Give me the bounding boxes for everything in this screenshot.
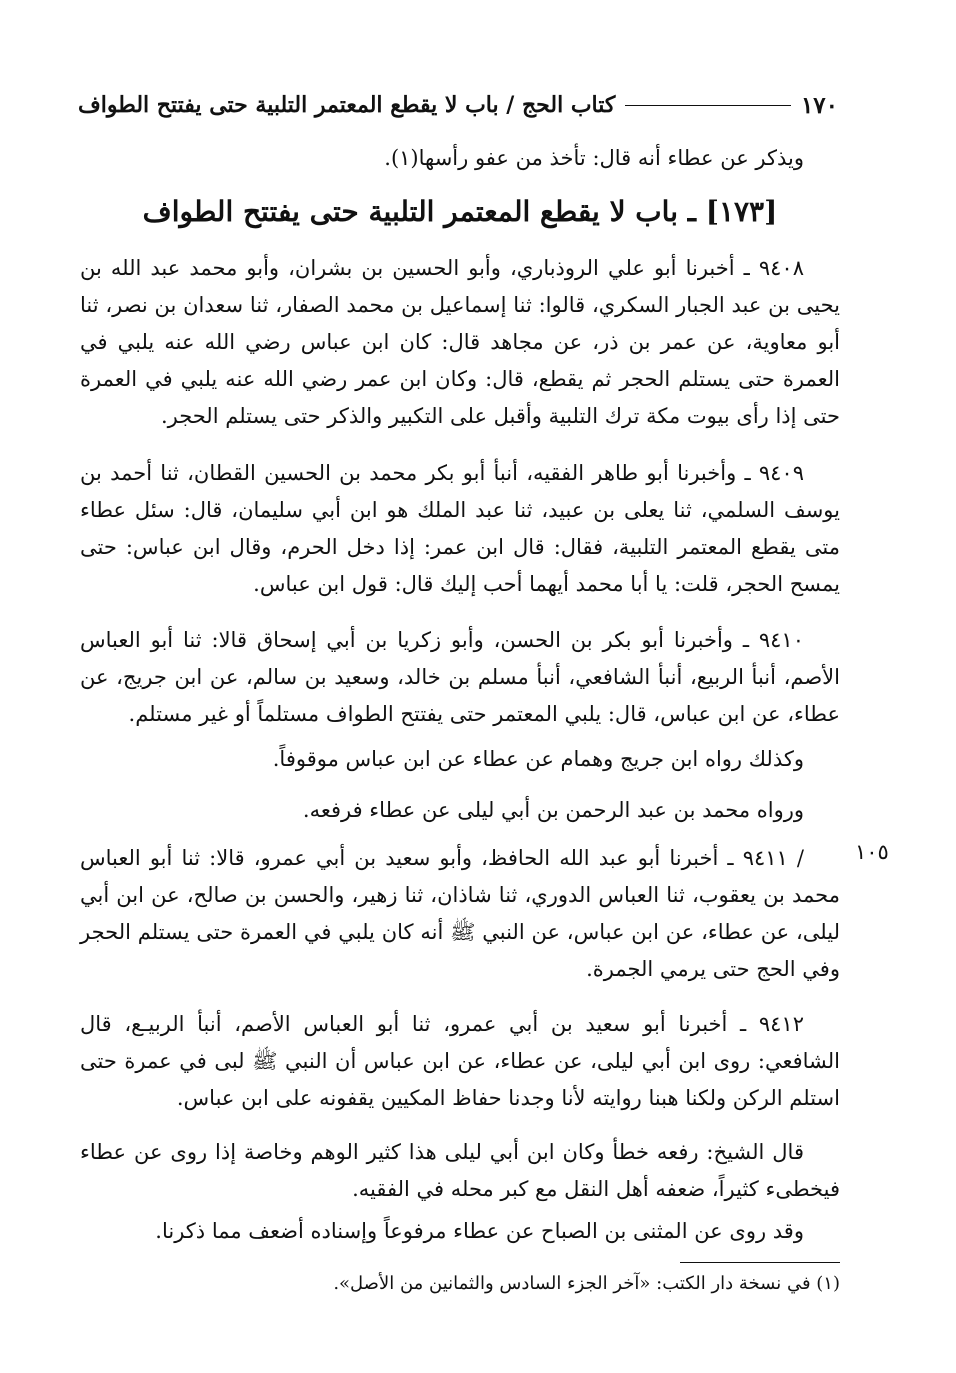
footnote-rule <box>680 1262 840 1263</box>
hadith-9409: ٩٤٠٩ ـ وأخبرنا أبو طاهر الفقيه، أنبأ أبو بكر محمد بن الحسين القطان، ثنا أحمد بن يوسف السلمي، ثنا يعلى بن عبيد، ثنا عبد الملك هو ابن أبي سليمان، قال: سئل عطاء متى يقطع المعتمر التلبية، فقال: قال ابن عمر: إذا دخل الحرم، وقال ابن عباس: حتى يمسح الحجر، قلت: يا أبا محمد أيهما أحب إليك قال: قول ابن عباس. <box>80 461 840 596</box>
margin-folio-number: ١٠٥ <box>855 840 889 864</box>
chapter-heading: [١٧٣] ـ باب لا يقطع المعتمر التلبية حتى يفتتح الطواف <box>142 195 778 228</box>
hadith-9410: ٩٤١٠ ـ وأخبرنا أبو بكر بن الحسن، وأبو زكريا بن أبي إسحاق قالا: ثنا أبو العباس الأصم، أنبأ الربيع، أنبأ الشافعي، أنبأ مسلم بن خالد، وسعيد بن سالم، عن ابن جريج، عن عطاء، عن ابن عباس، قال: يلبي المعتمر حتى يفتتح الطواف مستلماً أو غير مستلم. <box>80 628 840 726</box>
muthanna-note: وقد روى عن المثنى بن الصباح عن عطاء مرفوعاً وإسناده أضعف مما ذكرنا. <box>155 1219 804 1243</box>
note-kadhalik: وكذلك رواه ابن جريج وهمام عن عطاء عن ابن عباس موقوفاً. <box>272 747 804 771</box>
hadith-9411: / ٩٤١١ ـ أخبرنا أبو عبد الله الحافظ، وأبو سعيد بن أبي عمرو، قالا: ثنا أبو العباس محمد بن يعقوب، ثنا العباس الدوري، ثنا شاذان، ثنا زهير، والحسن بن صالح، عن ابن أبي ليلى، عن عطاء، عن ابن عباس، عن النبي ﷺ أنه كان يلبي في العمرة حتى يستلم الحجر وفي الحج حتى يرمي الجمرة. <box>80 846 840 981</box>
running-header <box>78 88 838 122</box>
running-title: كتاب الحج / باب لا يقطع المعتمر التلبية حتى يفتتح الطواف <box>78 92 616 118</box>
hadith-9412: ٩٤١٢ ـ أخبرنا أبو سعيد بن أبي عمرو، ثنا أبو العباس الأصم، أنبأ الربيـع، قال الشافعي: روى ابن أبي ليلى، عن عطاء، عن ابن عباس أن النبي ﷺ لبى في عمرة حتى استلم الركن ولكنا هبنا روايته لأنا وجدنا حفاظ المكيين يقفونه على ابن عباس. <box>80 1012 840 1110</box>
header-rule <box>625 105 791 106</box>
hadith-9408: ٩٤٠٨ ـ أخبرنا أبو علي الروذباري، وأبو الحسين بن بشران، وأبو محمد عبد الله بن يحيى بن عبد الجبار السكري، قالوا: ثنا إسماعيل بن محمد الصفار، ثنا سعدان بن نصر، ثنا أبو معاوية، عن عمر بن ذر، عن مجاهد قال: كان ابن عباس رضي الله عنه يلبي في العمرة حتى يستلم الحجر ثم يقطع، قال: وكان ابن عمر رضي الله عنه يلبي في العمرة حتى إذا رأى بيوت مكة ترك التلبية وأقبل على التكبير والذكر حتى يستلم الحجر. <box>80 256 840 428</box>
shaykh-comment: قال الشيخ: رفعه خطأ وكان ابن أبي ليلى هذا كثير الوهم وخاصة إذا روى عن عطاء فيخطىء كثيراً، ضعفه أهل النقل مع كبر محله في الفقيه. <box>80 1140 840 1201</box>
page-number: ١٧٠ <box>800 91 838 119</box>
footnote: (١) في نسخة دار الكتب: «آخر الجزء السادس والثمانين من الأصل». <box>333 1273 840 1294</box>
intro-line: ويذكر عن عطاء أنه قال: تأخذ من عفو رأسها(١). <box>384 146 804 170</box>
note-warawah: ورواه محمد بن عبد الرحمن بن أبي ليلى عن عطاء فرفعه. <box>302 798 804 822</box>
